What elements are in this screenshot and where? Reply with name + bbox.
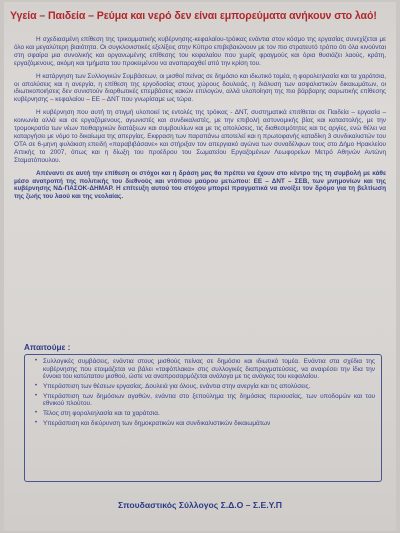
demand-item — [29, 420, 375, 428]
demand-item — [29, 383, 375, 391]
bullet-icon: • — [34, 358, 38, 364]
signature: Σπουδαστικός Σύλλογος Σ.Δ.Ο – Σ.Ε.Υ.Π — [118, 500, 282, 510]
demand-item — [29, 358, 375, 381]
bullet-icon: • — [34, 410, 38, 417]
paragraph-1: Η σχεδιασμένη επίθεση της τρικομματικής κυβέρνησης-κεφαλαίου-τρόικας ενάντια στον κόσμο της εργασίας συνεχίζεται με όλο και μεγαλύτερη βιαιότητα. Οι συγκλονιστικές εξελίξεις στην Κύπρο επιβεβαιώνουν με τον πιο στρατευτό τρόπο ότι όλα κινούνται στη σφαίρα μια συνολικής και οργανωμένης επίθεσης του κεφαλαίου που χωρίς φραγμούς και όρια θυσιάζει λαούς, κράτη, εργαζόμενους, ακόμη και τμήματα του προκειμένου να αναπαραχθεί από την κρίση του. — [14, 36, 386, 67]
demand-text: Υπεράσπιση των δημόσιων αγαθών, ενάντια στο ξεπούλημα της δημόσιας περιουσίας, των υποδομών και του εθνικού πλούτου. — [43, 392, 375, 408]
bullet-icon: • — [34, 382, 38, 389]
demand-text: Τέλος στη φορολεηλασία και τα χαράτσια. — [43, 410, 160, 418]
body-paragraphs — [14, 36, 386, 206]
paragraph-2: Η κατάργηση των Συλλογικών Συμβάσεων, οι μισθοί πείνας σε δημόσιο και ιδιωτικό τομέα, η φορολεηλασία και τα χαράτσια, οι απολύσεις και η ανεργία, η επίθεση της εργοδοσίας στους χώρους δουλειάς, η διάλυση των ασφαλιστικών δικαιωμάτων, οι ιδιωτικοποιήσεις δεν συνιστούν διορθωτικές επεμβάσεις κακών επιλογών, αλλά υλοποίηση της πιο βάρβαρης σαρωτικής επίθεσης κυβέρνησης – κεφαλαίου – ΕΕ – ΔΝΤ που γνωρίσαμε ως τώρα. — [14, 72, 386, 104]
paragraph-4: Απέναντι σε αυτή την επίθεση οι στόχοι και η δράση μας θα πρέπει να έχουν στο κέντρο της τη συμβολή με κάθε μέσο ανατροπή της πολιτικής του διεθνούς και ντόπιου μαύρου μετώπου: ΕΕ – ΔΝΤ – ΣΕΒ, των μνημονίων και της κυβέρνησης ΝΔ-ΠΑΣΟΚ-ΔΗΜΑΡ. Η επίτευξη αυτού του στόχου μπορεί πραγματικά να ανοίξει τον δρόμο για τη βελτίωση της ζωής του λαού και της νεολαίας. — [14, 169, 386, 201]
demand-text: Υπεράσπιση των θέσεων εργασίας. Δουλειά για όλους, ενάντια στην ανεργία και τις απολύσεις. — [43, 382, 311, 390]
paragraph-3: Η κυβέρνηση που αυτή τη στιγμή υλοποιεί τις εντολές της τρόικας - ΔΝΤ, συστηματικά επιτίθεται σε Παιδεία – εργασία – κοινωνία αλλά και σε εργαζόμενους, αγωνιστές και συνδικαλιστές, με την επιβολή αστυνομικής βίας και καταστολής, με την τρομοκρατία των νέων πειθαρχικών διατάξεων και συμβουλίων και με τις απολύσεις, τις διαθεσιμότητες και τις αργίες, ενώ θέλει να καταργήσει με νόμο το δικαίωμα της απεργίας. Εκφραση των παραπάνω αποτελεί και η πρωτοφανής καταδίκη 3 συνδικαλιστών του ΟΤΑ σε 6-μηνη φυλάκιση επειδή «παραβιβάσανε» και στήριξαν τον απεργιακό αγώνα των συναδέλφων τους στο Δήμο Ηρακλείου Αττικής το 2007, όπως και η δίωξη του προέδρου του Σωματείου Εργαζομένων Λεωφορείων Μετρό Αθηνών Αντώνη Σταματόπουλου. — [14, 109, 386, 164]
demands-box — [24, 354, 382, 482]
demand-text: Συλλογικές συμβάσεις, ενάντια στους μισθούς πείνας σε δημόσιο και ιδιωτικό τομέα. Ενάντια στα σχέδια της κυβέρνησης που ετοιμάζεται να βάλει «ταφόπλακα» στις συλλογικές διαπραγματεύσεις, να αναιρέσει την ίδια την έννοια του κατώτατου μισθού, ώστε να αναπροσαρμόζεται ανάλογα με τις ανάγκες του κεφαλαίου. — [43, 358, 375, 381]
demand-item — [29, 410, 375, 418]
demands-heading: Απαιτούμε : — [24, 343, 71, 352]
demand-text: Υπεράσπιση και διεύρυνση των δημοκρατικών και συνδικαλιστικών δικαιωμάτων — [43, 419, 271, 427]
leaflet-title: Υγεία – Παιδεία – Ρεύμα και νερό δεν είναι εμπορεύματα ανήκουν στο λαό! — [10, 10, 377, 22]
bullet-icon: • — [34, 419, 38, 426]
leaflet-page — [4, 2, 396, 531]
demand-item — [29, 393, 375, 408]
bullet-icon: • — [34, 392, 38, 399]
